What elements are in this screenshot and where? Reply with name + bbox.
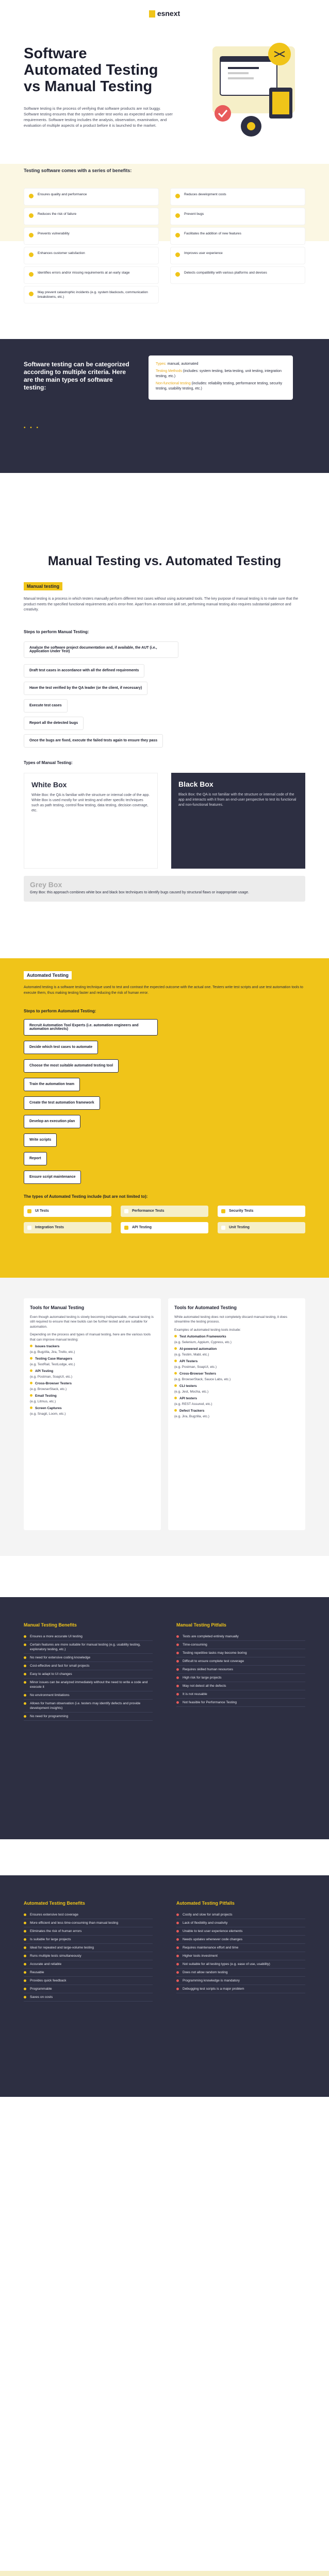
auto-steps-title: Steps to perform Automated Testing: <box>24 1009 96 1013</box>
manual-tag: Manual testing <box>24 582 62 590</box>
auto-pitfalls <box>176 1901 305 1993</box>
list-item: High risk for large projects <box>176 1674 305 1682</box>
list-item: No need for programming <box>24 1713 153 1721</box>
manual-step: Have the test verified by the QA leader (or the client, if necessary) <box>24 682 147 695</box>
tool-item: Test Automation Frameworks <box>174 1334 299 1340</box>
benefits-title: Testing software comes with a series of benefits: <box>24 168 132 173</box>
brand-logo[interactable]: esnext <box>0 9 329 18</box>
list-item: Tests are completed entirely manually <box>176 1633 305 1641</box>
tool-item: Cross-Browser Testers <box>30 1381 155 1386</box>
manual-tools-card <box>24 1298 161 1530</box>
benefit-item: Ensures quality and performance <box>24 188 159 206</box>
list-item: Testing repetitive tasks may become boring <box>176 1649 305 1657</box>
auto-tools-intro2: Examples of automated testing tools include: <box>174 1328 241 1332</box>
tool-item: Cross-Browser Testers <box>174 1371 299 1377</box>
tool-examples: (e.g. BrowserStack, Sauce Labs, etc.) <box>174 1377 231 1381</box>
wrapup-band <box>0 2571 329 2576</box>
tool-examples: (e.g. Litmus, etc.) <box>30 1399 56 1403</box>
page-title: Software Automated Testing vs Manual Testing <box>24 45 158 95</box>
benefit-item: Reduces development costs <box>170 188 305 206</box>
list-item: Easy to adapt to UI changes <box>24 1670 153 1679</box>
benefit-item: Improves user experience <box>170 247 305 264</box>
list-item: Not feasible for Performance Testing <box>176 1699 305 1707</box>
manual-types-title: Types of Manual Testing: <box>24 760 73 765</box>
tool-item: Issues trackers <box>30 1344 155 1349</box>
tool-item: API testers <box>174 1396 299 1401</box>
list-item: It is not reusable <box>176 1690 305 1699</box>
tool-examples: (e.g. Selenium, Appium, Cypress, etc.) <box>174 1340 232 1344</box>
list-item: No environment limitations <box>24 1691 153 1700</box>
categories-list <box>149 355 293 400</box>
manual-tools-title: Tools for Manual Testing <box>30 1305 85 1310</box>
manual-steps-title: Steps to perform Manual Testing: <box>24 630 89 634</box>
list-item: Requires skilled human resources <box>176 1666 305 1674</box>
auto-step: Ensure script maintenance <box>24 1171 81 1184</box>
benefit-item: Prevent bugs <box>170 208 305 225</box>
list-item: Saves on costs <box>24 1993 153 2002</box>
list-item: Higher tools investment <box>176 1952 305 1960</box>
auto-type-chip: API Testing <box>121 1222 208 1233</box>
auto-type-chip: Unit Testing <box>218 1222 305 1233</box>
list-item: Programming knowledge is mandatory <box>176 1977 305 1985</box>
tool-examples: (e.g. Postman, SoapUI, etc.) <box>174 1365 217 1369</box>
auto-benefits <box>24 1901 153 2002</box>
tool-item: Defect Trackers <box>174 1409 299 1414</box>
grey-box-title: Grey Box <box>30 880 62 889</box>
manual-step: Analyze the software project documentation and, if available, the AUT (i.e., Application Under Test) <box>24 641 178 658</box>
grey-box-desc: Grey Box: this approach combines white box and black box techniques to identify bugs caused by structural flaws or inappropriate usage. <box>30 891 249 894</box>
auto-tools-intro: While automated testing does not completely discard manual testing, it does streamline the testing process. <box>174 1315 287 1324</box>
tool-item: API Testing <box>30 1369 155 1374</box>
auto-step: Decide which test cases to automate <box>24 1041 98 1054</box>
benefit-item: Enhances customer satisfaction <box>24 247 159 264</box>
tool-examples: (e.g. Testim, Mabl, etc.) <box>174 1352 209 1357</box>
tool-examples: (e.g. Bugzilla, Jira, Trello, etc.) <box>30 1350 75 1354</box>
black-box-desc: Black Box: the QA is not familiar with the structure or internal code of the app and interacts with it from an end-user perspective to test its functional and non-functional features. <box>178 793 297 807</box>
manual-pitfalls-title: Manual Testing Pitfalls <box>176 1622 226 1628</box>
list-item: Needs updates whenever code changes <box>176 1936 305 1944</box>
list-item: No need for extensive coding knowledge <box>24 1654 153 1662</box>
list-item: Certain features are more suitable for manual testing (e.g. usability testing, exploratory testing, etc.) <box>24 1641 153 1654</box>
manual-desc: Manual testing is a process in which testers manually perform different test cases without using automated tools. The key purpose of manual testing is to make sure that the product meets the specified functional requirements and is error-free. Apart from an extensive skill set, performing manual testing also requires substantial patience and creativity. <box>24 597 299 612</box>
list-item: Ensures a more accurate UI testing <box>24 1633 153 1641</box>
auto-type-chip: UI Tests <box>24 1206 111 1217</box>
auto-tag: Automated Testing <box>24 971 72 979</box>
auto-tools-title: Tools for Automated Testing <box>174 1305 237 1310</box>
list-item: Not suitable for all testing types (e.g. ease of use, usability) <box>176 1960 305 1969</box>
category-item: Types: manual, automated <box>156 362 199 366</box>
auto-step: Develop an execution plan <box>24 1115 80 1128</box>
category-item: Testing Methods (includes: system testing, beta testing, unit testing, integration testing, etc.) <box>156 369 282 378</box>
tool-item: CLI testers <box>174 1384 299 1389</box>
logo-mark <box>149 10 155 18</box>
gear-icon <box>247 122 255 130</box>
auto-step: Report <box>24 1152 47 1165</box>
tool-examples: (e.g. Jira, Bugzilla, etc.) <box>174 1414 209 1418</box>
auto-tools-card <box>168 1298 305 1530</box>
tool-examples: (e.g. REST Assured, etc.) <box>174 1402 212 1406</box>
tool-examples: (e.g. Jest, Mocha, etc.) <box>174 1389 209 1394</box>
auto-step: Write scripts <box>24 1133 57 1147</box>
grey-box-card <box>24 876 305 902</box>
auto-step: Recruit Automation Tool Experts (i.e. automation engineers and automation architects) <box>24 1019 158 1036</box>
list-item: Minor issues can be analyzed immediately without the need to write a code and execute it <box>24 1679 153 1691</box>
auto-desc: Automated testing is a software testing technique used to test and contrast the expected outcome with the actual one. Testers write test scripts and use test automation tools to execute them, thus making testing faster and reducing the risk of human error. <box>24 986 303 995</box>
benefit-item: May prevent catastrophic incidents (e.g. system blackouts, communication breakdowns, etc.) <box>24 286 159 303</box>
list-item: Runs multiple tests simultaneously <box>24 1952 153 1960</box>
tool-examples: (e.g. TestRail, TestLodge, etc.) <box>30 1362 75 1366</box>
tool-item: AI-powered automation <box>174 1347 299 1352</box>
manual-step: Execute test cases <box>24 699 68 713</box>
manual-tools-intro2: Depending on the process and types of manual testing, here are the various tools that can improve manual testing: <box>30 1333 151 1342</box>
list-item: Eliminates the risk of human errors <box>24 1927 153 1936</box>
benefit-item: Identifies errors and/or missing requirements at an early stage <box>24 266 159 284</box>
black-box-title: Black Box <box>178 780 213 788</box>
manual-benefits-title: Manual Testing Benefits <box>24 1622 77 1628</box>
list-item: Unable to test user experience elements <box>176 1927 305 1936</box>
tool-examples: (e.g. Postman, SoapUI, etc.) <box>30 1375 73 1379</box>
benefit-item: Facilitates the addition of new features <box>170 227 305 245</box>
tool-item: Screen Captures <box>30 1406 155 1411</box>
category-item: Non-functional testing (includes: reliability testing, performance testing, security testing, usability testing, etc.) <box>156 382 283 391</box>
list-item: Lack of flexibility and creativity <box>176 1919 305 1927</box>
benefit-item: Detects compatibility with various platforms and devices <box>170 266 305 284</box>
manual-pitfalls <box>176 1623 305 1707</box>
list-item: Allows for human observation (i.e. testers may identify defects and provide development insights) <box>24 1700 153 1713</box>
list-item: Accurate and reliable <box>24 1960 153 1969</box>
auto-type-chip: Security Tests <box>218 1206 305 1217</box>
benefit-item-empty <box>170 286 305 303</box>
black-box-card <box>171 773 305 869</box>
auto-type-chip: Performance Tests <box>121 1206 208 1217</box>
manual-benefits <box>24 1623 153 1721</box>
list-item: Cost-effective and fast for small projects <box>24 1662 153 1670</box>
tool-examples: (e.g. BrowserStack, etc.) <box>30 1387 67 1391</box>
list-item: Costly and slow for small projects <box>176 1911 305 1919</box>
list-item: Ideal for repeated and large-volume testing <box>24 1944 153 1952</box>
list-item: Requires maintenance effort and time <box>176 1944 305 1952</box>
list-item: May not detect all the defects <box>176 1682 305 1690</box>
auto-pitfalls-title: Automated Testing Pitfalls <box>176 1901 235 1906</box>
list-item: Reusable <box>24 1969 153 1977</box>
auto-types-title: The types of Automated Testing include (but are not limited to): <box>24 1194 148 1199</box>
list-item: Debugging test scripts is a major problem <box>176 1985 305 1993</box>
list-item: Ensures extensive test coverage <box>24 1911 153 1919</box>
manual-step: Once the bugs are fixed, execute the failed tests again to ensure they pass <box>24 734 163 748</box>
hero-illustration <box>192 36 316 144</box>
manual-tools-intro: Even though automated testing is slowly becoming indispensable, manual testing is still required to ensure that new builds can be further tested and are suitable for automation. <box>30 1315 154 1329</box>
list-item: Does not allow random testing <box>176 1969 305 1977</box>
tool-examples: (e.g. Snagit, Loom, etc.) <box>30 1412 66 1416</box>
auto-step: Choose the most suitable automated testing tool <box>24 1059 119 1073</box>
tool-item: Testing Case Managers <box>30 1357 155 1362</box>
benefit-item: Prevents vulnerability <box>24 227 159 245</box>
intro-text: Software testing is the process of verifying that software products are not buggy. Software testing ensures that the system under test works as expected and meets user requirements. Software testing includes the analysis, observation, examination, and evaluation of multiple aspects of a product before it is launched to the market. <box>24 106 173 128</box>
white-box-desc: White Box: the QA is familiar with the structure or internal code of the app. White Box is used mostly for unit testing and other specific techniques such as path testing, control flow testing, data testing, decision coverage, etc. <box>31 793 150 812</box>
auto-step: Create the test automation framework <box>24 1096 100 1110</box>
tool-item: API Testers <box>174 1359 299 1364</box>
list-item: Is suitable for large projects <box>24 1936 153 1944</box>
list-item: Programmable <box>24 1985 153 1993</box>
white-box-card <box>24 773 158 869</box>
list-item: Provides quick feedback <box>24 1977 153 1985</box>
tool-item: Email Testing <box>30 1394 155 1399</box>
pagination-dots: • • • <box>24 425 40 431</box>
white-box-title: White Box <box>31 781 67 789</box>
list-item: More efficient and less time-consuming than manual testing <box>24 1919 153 1927</box>
categories-lead: Software testing can be categorized according to multiple criteria. Here are the main types of software testing: <box>24 361 129 391</box>
list-item: Time-consuming <box>176 1641 305 1649</box>
section-title-mva: Manual Testing vs. Automated Testing <box>47 554 282 568</box>
auto-type-chip: Integration Tests <box>24 1222 111 1233</box>
auto-benefits-title: Automated Testing Benefits <box>24 1901 85 1906</box>
auto-step: Train the automation team <box>24 1078 80 1091</box>
manual-step: Draft test cases in accordance with all the defined requirements <box>24 664 144 677</box>
manual-step: Report all the detected bugs <box>24 717 84 730</box>
list-item: Difficult to ensure complete test coverage <box>176 1657 305 1666</box>
benefit-item: Reduces the risk of failure <box>24 208 159 225</box>
